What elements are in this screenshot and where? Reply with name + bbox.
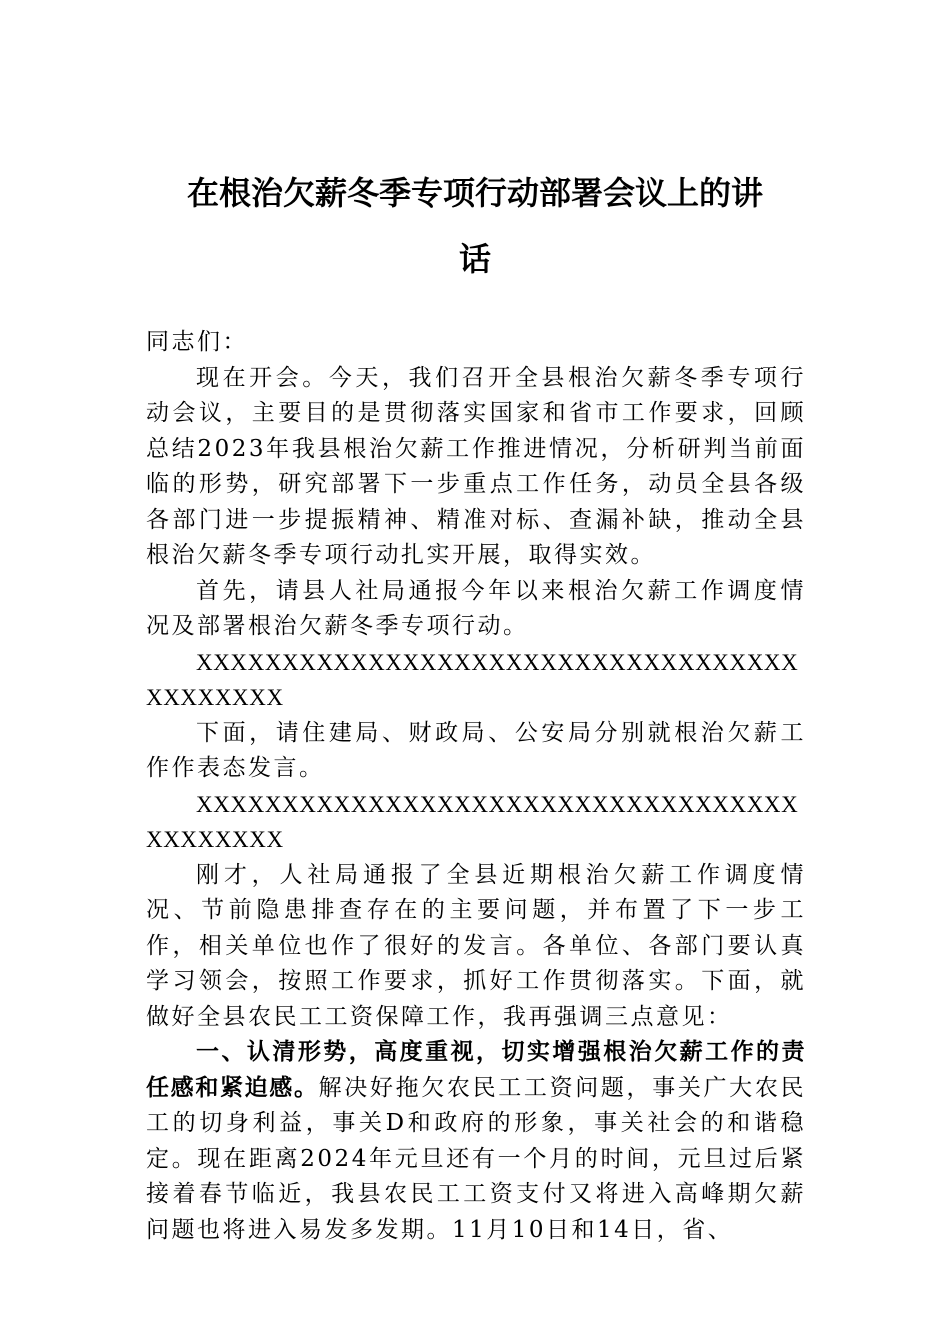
section-text-one: 解决好拖欠农民工工资问题，事关广大农民工的切身利益，事关D和政府的形象，事关社会的和谐稳定。现在距离2024年元旦还有一个月的时间，元旦过后紧接着春节临近，我县农民工工资支付又将进入高峰期欠薪问题也将进入易发多发期。11月10日和14日，省、 [146, 1074, 807, 1243]
paragraph-opening: 现在开会。今天，我们召开全县根治欠薪冬季专项行动会议，主要目的是贯彻落实国家和省市工作要求，回顾总结2023年我县根治欠薪工作推进情况，分析研判当前面临的形势，研究部署下一步重点工作任务，动员全县各级各部门进一步提振精神、精准对标、查漏补缺，推动全县根治欠薪冬季专项行动扎实开展，取得实效。 [146, 364, 806, 568]
document-title [140, 160, 810, 292]
paragraph-point-one [146, 1035, 806, 1248]
title-line-1: 在根治欠薪冬季专项行动部署会议上的讲 [186, 174, 763, 212]
paragraph-first-agenda: 首先，请县人社局通报今年以来根治欠薪工作调度情况及部署根治欠薪冬季专项行动。 [146, 577, 806, 639]
placeholder-text-1: XXXXXXXXXXXXXXXXXXXXXXXXXXXXXXXXXXXXXXXXXXX [146, 649, 799, 710]
paragraph-second-agenda: 下面，请住建局、财政局、公安局分别就根治欠薪工作作表态发言。 [146, 719, 806, 781]
salutation: 同志们： [146, 329, 248, 355]
placeholder-text-2: XXXXXXXXXXXXXXXXXXXXXXXXXXXXXXXXXXXXXXXXXXX [146, 791, 799, 852]
document-body [146, 325, 806, 1248]
title-line-2: 话 [458, 240, 491, 278]
paragraph-summary: 刚才，人社局通报了全县近期根治欠薪工作调度情况、节前隐患排查存在的主要问题，并布置了下一步工作，相关单位也作了很好的发言。各单位、各部门要认真学习领会，按照工作要求，抓好工作贯彻落实。下面，就做好全县农民工工资保障工作，我再强调三点意见： [146, 861, 806, 1030]
section-heading-one: 一、认清形势，高度重视，切实增强根治欠薪工作的责任感和紧迫感。 [146, 1039, 806, 1101]
